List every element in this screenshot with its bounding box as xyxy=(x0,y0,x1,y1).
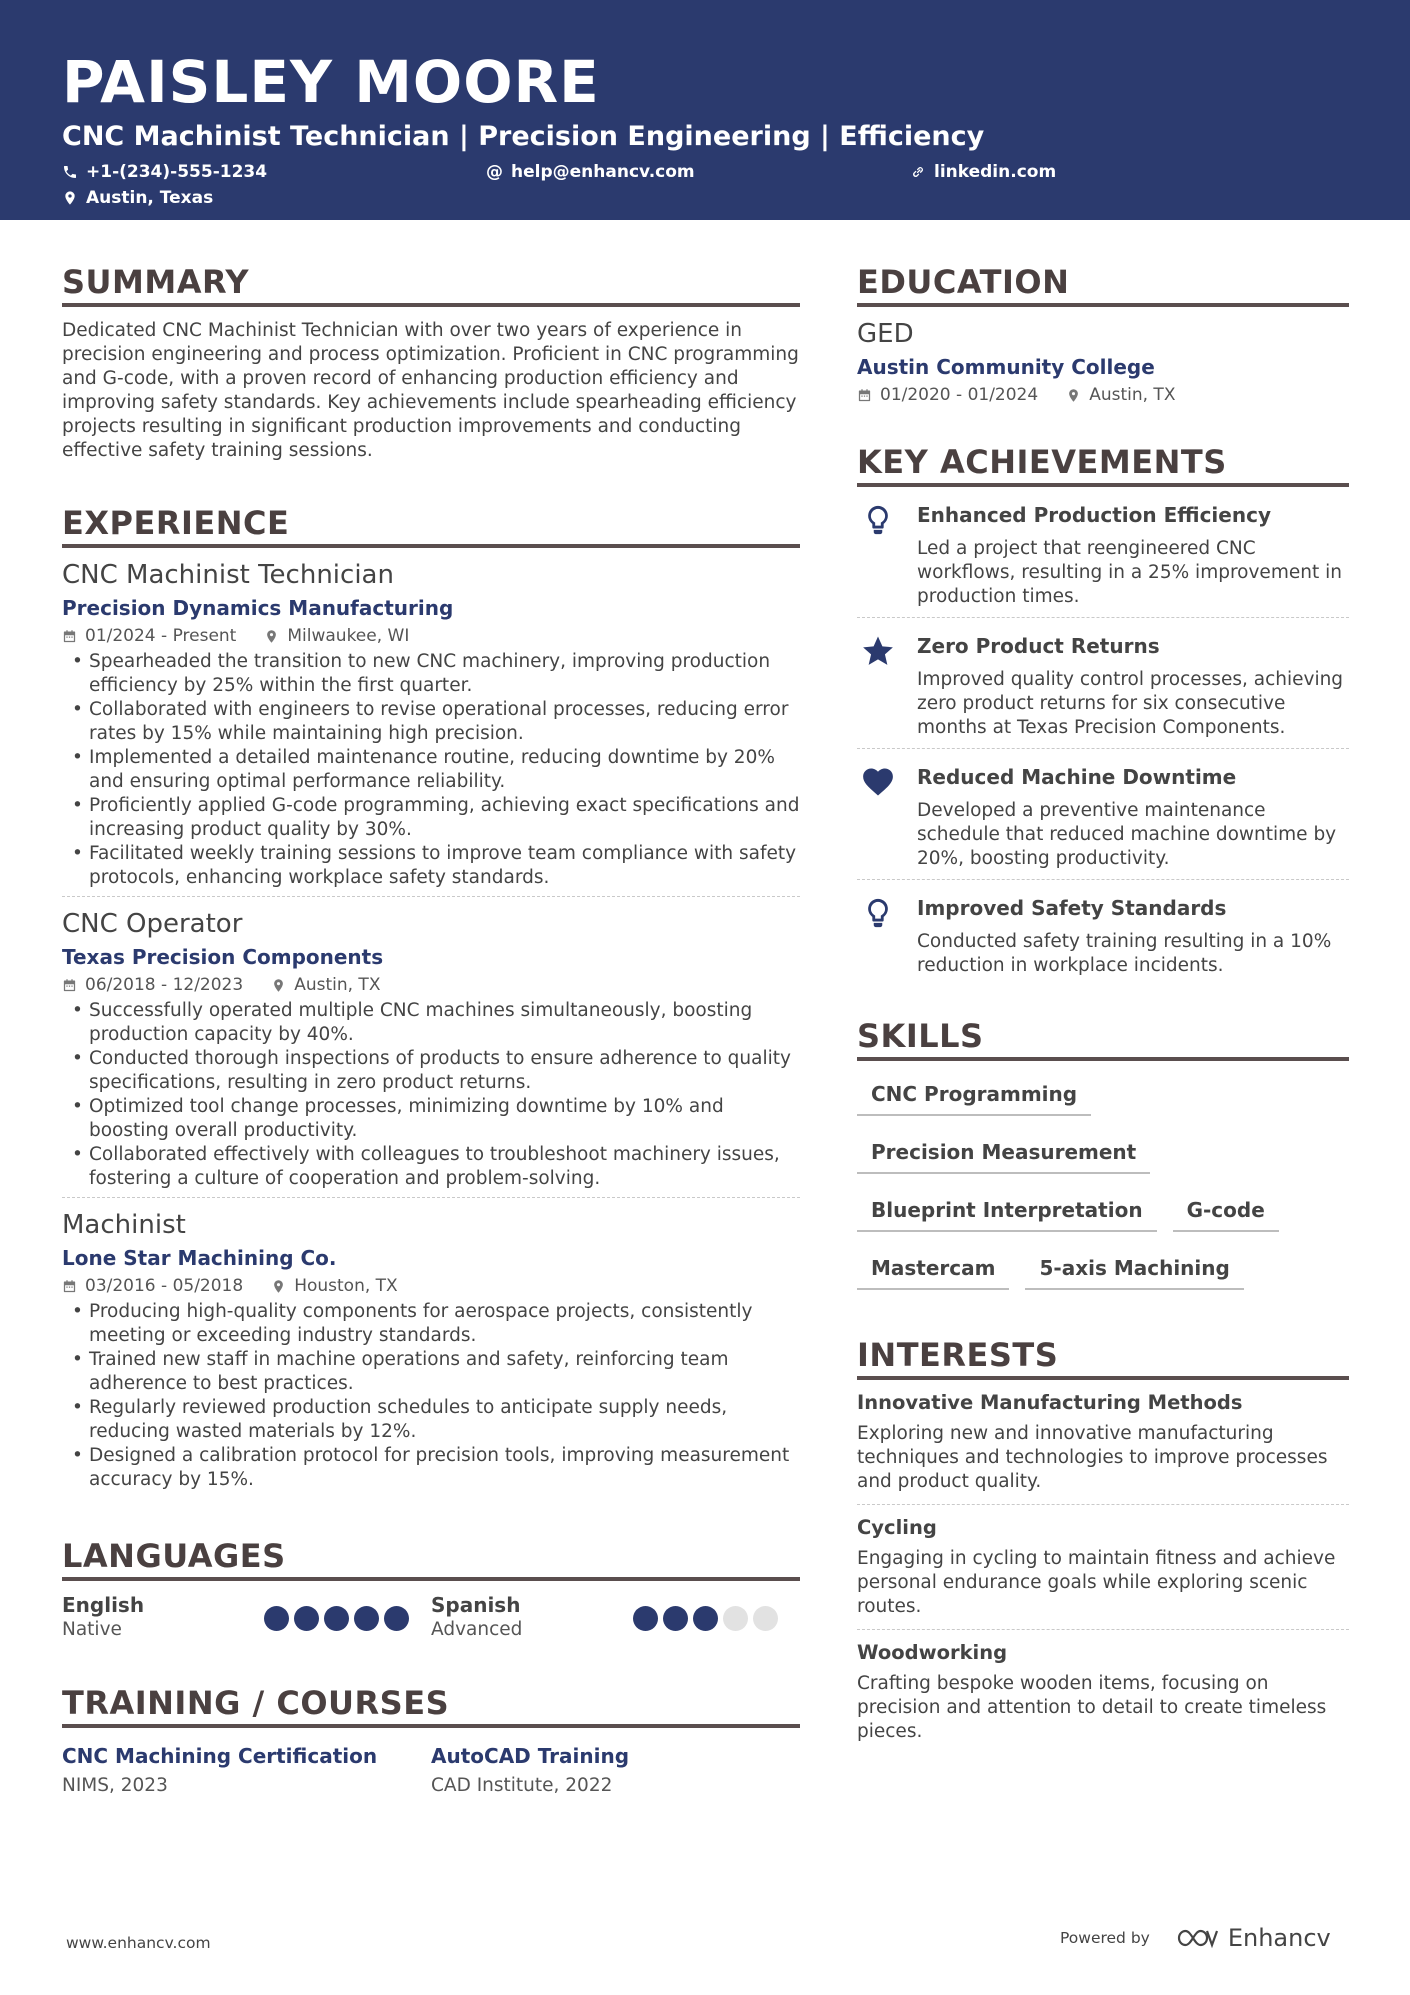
rating-dot-filled xyxy=(633,1606,658,1631)
interest-text: Crafting bespoke wooden items, focusing on precision and attention to detail to create timeless pieces. xyxy=(857,1673,1327,1742)
contact-location xyxy=(62,188,213,208)
contact-email[interactable] xyxy=(486,162,695,182)
job-location: Milwaukee, WI xyxy=(287,626,410,646)
education-heading: EDUCATION xyxy=(857,262,1349,307)
achievement-item xyxy=(857,880,1349,986)
header xyxy=(0,0,1410,220)
calendar-icon xyxy=(62,1279,77,1294)
bullet-item: • Designed a calibration protocol for precision tools, improving measurement accuracy by 15%. xyxy=(62,1444,800,1492)
languages-section xyxy=(62,1536,800,1643)
job-bullets xyxy=(62,650,800,890)
achievement-text: Developed a preventive maintenance schedule that reduced machine downtime by 20%, boosting productivity. xyxy=(917,800,1337,869)
rating-dot-filled xyxy=(663,1606,688,1631)
skill-tag: Precision Measurement xyxy=(857,1133,1150,1174)
achievements-heading: KEY ACHIEVEMENTS xyxy=(857,442,1349,487)
job-bullets xyxy=(62,1300,800,1492)
phone-icon xyxy=(62,164,78,180)
email-text: help@enhancv.com xyxy=(511,162,695,182)
brand-logo[interactable] xyxy=(1176,1924,1331,1952)
rating-dot-filled xyxy=(294,1606,319,1631)
education-school: Austin Community College xyxy=(857,355,1155,379)
bullet-item: • Optimized tool change processes, minimizing downtime by 10% and boosting overall productivity. xyxy=(62,1095,800,1143)
job-meta xyxy=(62,974,800,996)
language-rating xyxy=(633,1606,778,1631)
education-section xyxy=(857,262,1349,406)
skill-tag: Mastercam xyxy=(857,1249,1009,1290)
achievement-title: Reduced Machine Downtime xyxy=(917,765,1237,789)
language-item xyxy=(62,1593,431,1643)
lightbulb-icon xyxy=(861,503,895,537)
location-pin-icon xyxy=(1066,388,1081,403)
heart-icon xyxy=(861,765,895,799)
language-item xyxy=(431,1593,800,1643)
course-org: CAD Institute, 2022 xyxy=(431,1775,613,1796)
link-icon xyxy=(910,164,926,180)
rating-dot-filled xyxy=(324,1606,349,1631)
summary-heading: SUMMARY xyxy=(62,262,800,307)
rating-dot-filled xyxy=(693,1606,718,1631)
interest-item xyxy=(857,1505,1349,1630)
course-item xyxy=(431,1742,800,1800)
language-name: Spanish xyxy=(431,1593,521,1617)
skill-tag: 5-axis Machining xyxy=(1025,1249,1243,1290)
job-entry xyxy=(62,897,800,1198)
achievement-title: Improved Safety Standards xyxy=(917,896,1227,920)
powered-by-label: Powered by xyxy=(1060,1929,1150,1947)
brand-name: Enhancv xyxy=(1227,1924,1331,1952)
course-org: NIMS, 2023 xyxy=(62,1775,168,1796)
calendar-icon xyxy=(62,978,77,993)
bullet-item: • Collaborated effectively with colleagues to troubleshoot machinery issues, fostering a culture of cooperation and problem-solving. xyxy=(62,1143,800,1191)
company-name: Texas Precision Components xyxy=(62,945,384,969)
company-name: Lone Star Machining Co. xyxy=(62,1246,337,1270)
summary-text: Dedicated CNC Machinist Technician with over two years of experience in precision engineering and process optimization. Proficient in CNC programming and G-code, with a proven record of enhancing production efficiency and improving safety standards. Key achievements include spearheading efficiency projects resulting in significant production improvements and conducting effective safety training sessions. xyxy=(62,320,799,461)
job-title: CNC Machinist Technician xyxy=(62,560,394,590)
interest-title: Cycling xyxy=(857,1516,937,1539)
contact-info xyxy=(62,162,1348,222)
education-degree: GED xyxy=(857,319,914,349)
course-item xyxy=(62,1742,431,1800)
experience-heading: EXPERIENCE xyxy=(62,503,800,548)
job-entry xyxy=(62,1198,800,1498)
achievements-section xyxy=(857,442,1349,986)
bullet-item: • Spearheaded the transition to new CNC machinery, improving production efficiency by 25% within the first quarter. xyxy=(62,650,800,698)
bullet-item: • Regularly reviewed production schedules to anticipate supply needs, reducing wasted materials by 12%. xyxy=(62,1396,800,1444)
achievement-text: Conducted safety training resulting in a 10% reduction in workplace incidents. xyxy=(917,931,1332,976)
job-location: Austin, TX xyxy=(294,975,381,995)
languages-heading: LANGUAGES xyxy=(62,1536,800,1581)
star-icon xyxy=(861,634,895,668)
enhancv-logo-icon xyxy=(1176,1926,1220,1950)
interests-heading: INTERESTS xyxy=(857,1335,1349,1380)
training-section xyxy=(62,1683,800,1800)
contact-linkedin[interactable] xyxy=(910,162,1056,182)
bullet-item: • Collaborated with engineers to revise operational processes, reducing error rates by 15% while maintaining high precision. xyxy=(62,698,800,746)
rating-dot-empty xyxy=(723,1606,748,1631)
location-text: Austin, Texas xyxy=(86,188,214,208)
job-title: CNC Operator xyxy=(62,909,243,939)
achievement-item xyxy=(857,618,1349,749)
rating-dot-filled xyxy=(384,1606,409,1631)
right-column xyxy=(857,262,1349,1754)
footer-website[interactable]: www.enhancv.com xyxy=(66,1934,211,1952)
achievement-item xyxy=(857,749,1349,880)
summary-section xyxy=(62,262,800,463)
course-name: AutoCAD Training xyxy=(431,1744,630,1768)
achievement-title: Enhanced Production Efficiency xyxy=(917,503,1271,527)
interests-section xyxy=(857,1335,1349,1754)
interest-title: Innovative Manufacturing Methods xyxy=(857,1391,1243,1414)
rating-dot-empty xyxy=(753,1606,778,1631)
job-meta xyxy=(62,1275,800,1297)
interest-text: Engaging in cycling to maintain fitness and achieve personal endurance goals while exploring scenic routes. xyxy=(857,1548,1336,1617)
candidate-name: PAISLEY MOORE xyxy=(62,48,600,116)
location-pin-icon xyxy=(271,978,286,993)
achievement-text: Improved quality control processes, achieving zero product returns for six consecutive months at Texas Precision Components. xyxy=(917,669,1344,738)
interest-item xyxy=(857,1380,1349,1505)
achievement-text: Led a project that reengineered CNC workflows, resulting in a 25% improvement in production times. xyxy=(917,538,1342,607)
left-column xyxy=(62,262,800,1800)
experience-section xyxy=(62,503,800,1498)
skill-tag: CNC Programming xyxy=(857,1075,1091,1116)
bullet-item: • Proficiently applied G-code programming, achieving exact specifications and increasing product quality by 30%. xyxy=(62,794,800,842)
skills-section xyxy=(857,1016,1349,1307)
job-meta xyxy=(62,625,800,647)
education-dates: 01/2020 - 01/2024 xyxy=(880,385,1039,405)
language-rating xyxy=(264,1606,409,1631)
rating-dot-filled xyxy=(264,1606,289,1631)
language-name: English xyxy=(62,1593,145,1617)
job-location: Houston, TX xyxy=(294,1276,398,1296)
contact-phone[interactable] xyxy=(62,162,267,182)
education-location: Austin, TX xyxy=(1089,385,1176,405)
achievement-title: Zero Product Returns xyxy=(917,634,1160,658)
bullet-item: • Facilitated weekly training sessions to improve team compliance with safety protocols, enhancing workplace safety standards. xyxy=(62,842,800,890)
interest-title: Woodworking xyxy=(857,1641,1008,1664)
job-dates: 01/2024 - Present xyxy=(85,626,237,646)
course-name: CNC Machining Certification xyxy=(62,1744,378,1768)
bullet-item: • Successfully operated multiple CNC machines simultaneously, boosting production capacity by 40%. xyxy=(62,999,800,1047)
skills-heading: SKILLS xyxy=(857,1016,1349,1061)
location-pin-icon xyxy=(271,1279,286,1294)
footer-branding xyxy=(1060,1924,1331,1952)
job-dates: 03/2016 - 05/2018 xyxy=(85,1276,244,1296)
bullet-item: • Conducted thorough inspections of products to ensure adherence to quality specifications, resulting in zero product returns. xyxy=(62,1047,800,1095)
job-title: Machinist xyxy=(62,1210,186,1240)
lightbulb-icon xyxy=(861,896,895,930)
achievement-item xyxy=(857,487,1349,618)
candidate-tagline: CNC Machinist Technician | Precision Engineering | Efficiency xyxy=(62,121,985,152)
bullet-item: • Trained new staff in machine operations and safety, reinforcing team adherence to best practices. xyxy=(62,1348,800,1396)
phone-text: +1-(234)-555-1234 xyxy=(86,162,268,182)
calendar-icon xyxy=(857,388,872,403)
location-pin-icon xyxy=(62,190,78,206)
bullet-item: • Producing high-quality components for aerospace projects, consistently meeting or exceeding industry standards. xyxy=(62,1300,800,1348)
job-dates: 06/2018 - 12/2023 xyxy=(85,975,244,995)
calendar-icon xyxy=(62,629,77,644)
job-bullets xyxy=(62,999,800,1191)
training-heading: TRAINING / COURSES xyxy=(62,1683,800,1728)
company-name: Precision Dynamics Manufacturing xyxy=(62,596,454,620)
interest-text: Exploring new and innovative manufacturing techniques and technologies to improve processes and product quality. xyxy=(857,1423,1328,1492)
linkedin-text: linkedin.com xyxy=(934,162,1057,182)
at-icon: @ xyxy=(486,162,503,182)
interest-item xyxy=(857,1630,1349,1754)
language-level: Native xyxy=(62,1619,122,1640)
language-level: Advanced xyxy=(431,1619,523,1640)
rating-dot-filled xyxy=(354,1606,379,1631)
location-pin-icon xyxy=(264,629,279,644)
job-entry xyxy=(62,548,800,897)
skill-tag: Blueprint Interpretation xyxy=(857,1191,1157,1232)
bullet-item: • Implemented a detailed maintenance routine, reducing downtime by 20% and ensuring optimal performance reliability. xyxy=(62,746,800,794)
skill-tag: G-code xyxy=(1173,1191,1279,1232)
education-meta xyxy=(857,384,1349,406)
